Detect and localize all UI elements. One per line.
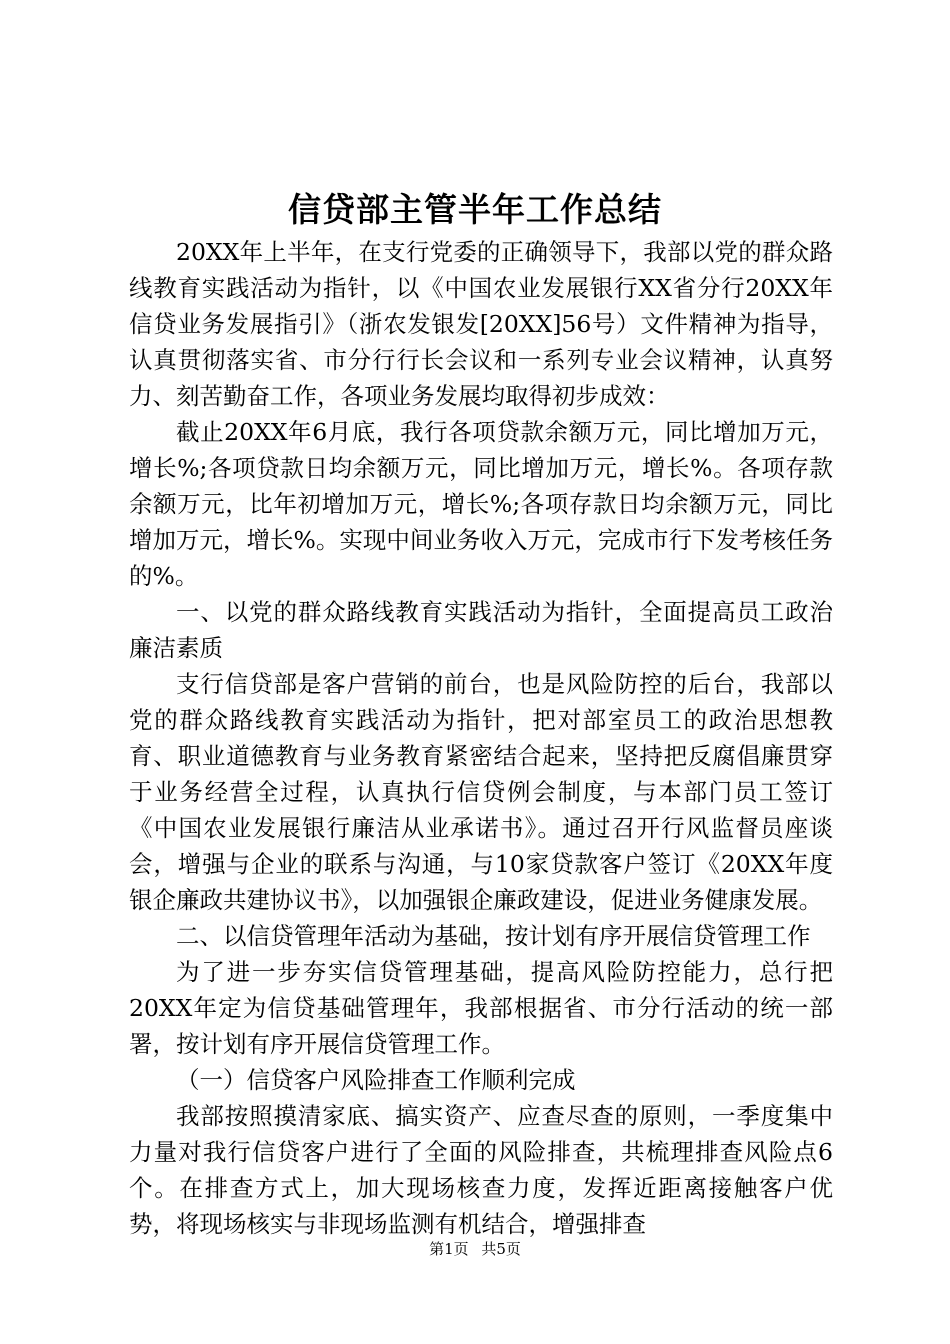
section-heading: 二、以信贷管理年活动为基础，按计划有序开展信贷管理工作 <box>176 922 811 950</box>
paragraph: 支行信贷部是客户营销的前台，也是风险防控的后台，我部以党的群众路线教育实践活动为指针，把对部室员工的政治思想教育、职业道德教育与业务教育紧密结合起来，坚持把反腐倡廉贯穿于业务经营全过程，认真执行信贷例会制度，与本部门员工签订《中国农业发展银行廉洁从业承诺书》。通过召开行风监督员座谈会，增强与企业的联系与沟通，与10家贷款客户签订《20XX年度银企廉政共建协议书》，以加强银企廉政建设，促进业务健康发展。 <box>129 670 833 914</box>
paragraph: 截止20XX年6月底，我行各项贷款余额万元，同比增加万元，增长%;各项贷款日均余额万元，同比增加万元，增长%。各项存款余额万元，比年初增加万元，增长%;各项存款日均余额万元，同比增加万元，增长%。实现中间业务收入万元，完成市行下发考核任务的%。 <box>129 418 833 590</box>
paragraph: 我部按照摸清家底、搞实资产、应查尽查的原则，一季度集中力量对我行信贷客户进行了全面的风险排查，共梳理排查风险点6个。在排查方式上，加大现场核查力度，发挥近距离接触客户优势，将现场核实与非现场监测有机结合，增强排查 <box>129 1102 833 1238</box>
page-title: 信贷部主管半年工作总结 <box>288 190 662 229</box>
paragraph: 20XX年上半年，在支行党委的正确领导下，我部以党的群众路线教育实践活动为指针，以《中国农业发展银行XX省分行20XX年信贷业务发展指引》（浙农发银发[20XX]56号）文件精神为指导，认真贯彻落实省、市分行行长会议和一系列专业会议精神，认真努力、刻苦勤奋工作，各项业务发展均取得初步成效： <box>129 238 833 410</box>
paragraph: 为了进一步夯实信贷管理基础，提高风险防控能力，总行把20XX年定为信贷基础管理年，我部根据省、市分行活动的统一部署，按计划有序开展信贷管理工作。 <box>129 958 833 1058</box>
section-heading: 一、以党的群众路线教育实践活动为指针，全面提高员工政治廉洁素质 <box>129 598 833 662</box>
page-number: 第1页 <box>429 1240 469 1258</box>
page-total: 共5页 <box>481 1240 521 1258</box>
document-body <box>129 234 833 1242</box>
subsection-heading: （一）信贷客户风险排查工作顺利完成 <box>176 1066 576 1094</box>
page-footer <box>0 1238 950 1260</box>
